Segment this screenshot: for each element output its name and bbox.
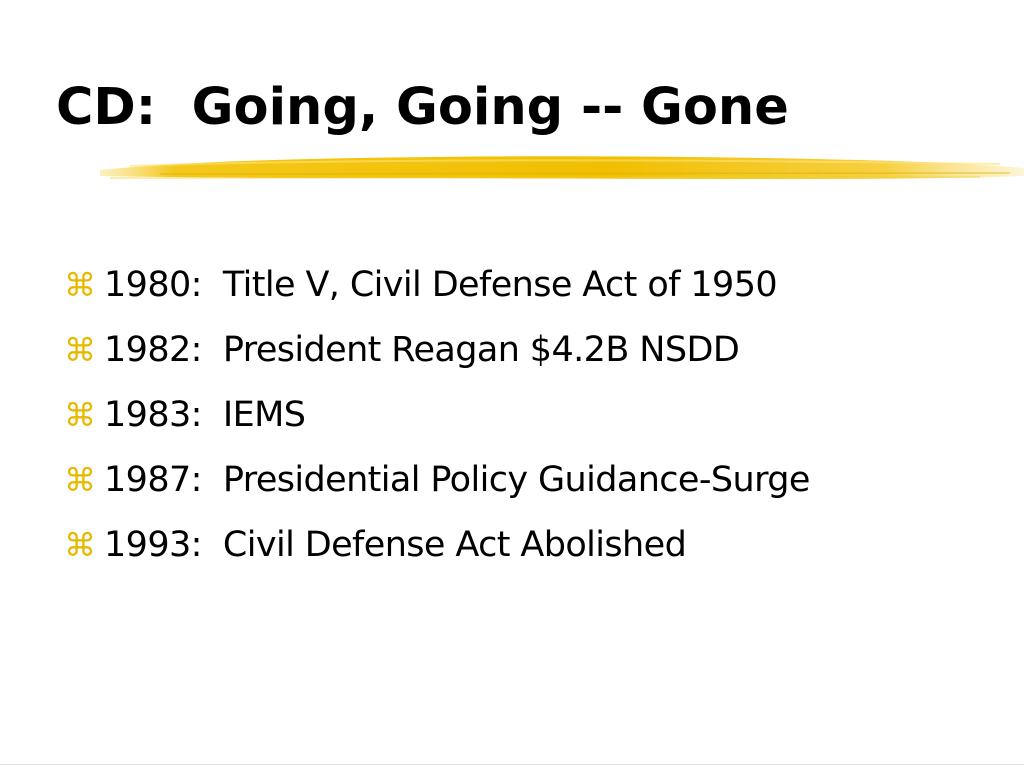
bullet-text: 1982: President Reagan $4.2B NSDD: [104, 330, 740, 370]
command-key-icon: ⌘: [64, 526, 96, 564]
command-key-icon: ⌘: [64, 396, 96, 434]
bullet-text: 1980: Title V, Civil Defense Act of 1950: [104, 265, 778, 305]
bullet-list: [64, 258, 810, 583]
bullet-item: [64, 518, 810, 583]
title-underline-brushstroke: [100, 146, 1024, 186]
slide-title: CD: Going, Going -- Gone: [56, 78, 789, 137]
bullet-text: 1993: Civil Defense Act Abolished: [104, 525, 687, 565]
command-key-icon: ⌘: [64, 266, 96, 304]
command-key-icon: ⌘: [64, 461, 96, 499]
command-key-icon: ⌘: [64, 331, 96, 369]
bullet-item: [64, 323, 810, 388]
bullet-item: [64, 388, 810, 453]
bullet-item: [64, 453, 810, 518]
slide-bottom-edge: [0, 764, 1024, 765]
bullet-item: [64, 258, 810, 323]
bullet-text: 1983: IEMS: [104, 395, 306, 435]
bullet-text: 1987: Presidential Policy Guidance-Surge: [104, 460, 810, 500]
